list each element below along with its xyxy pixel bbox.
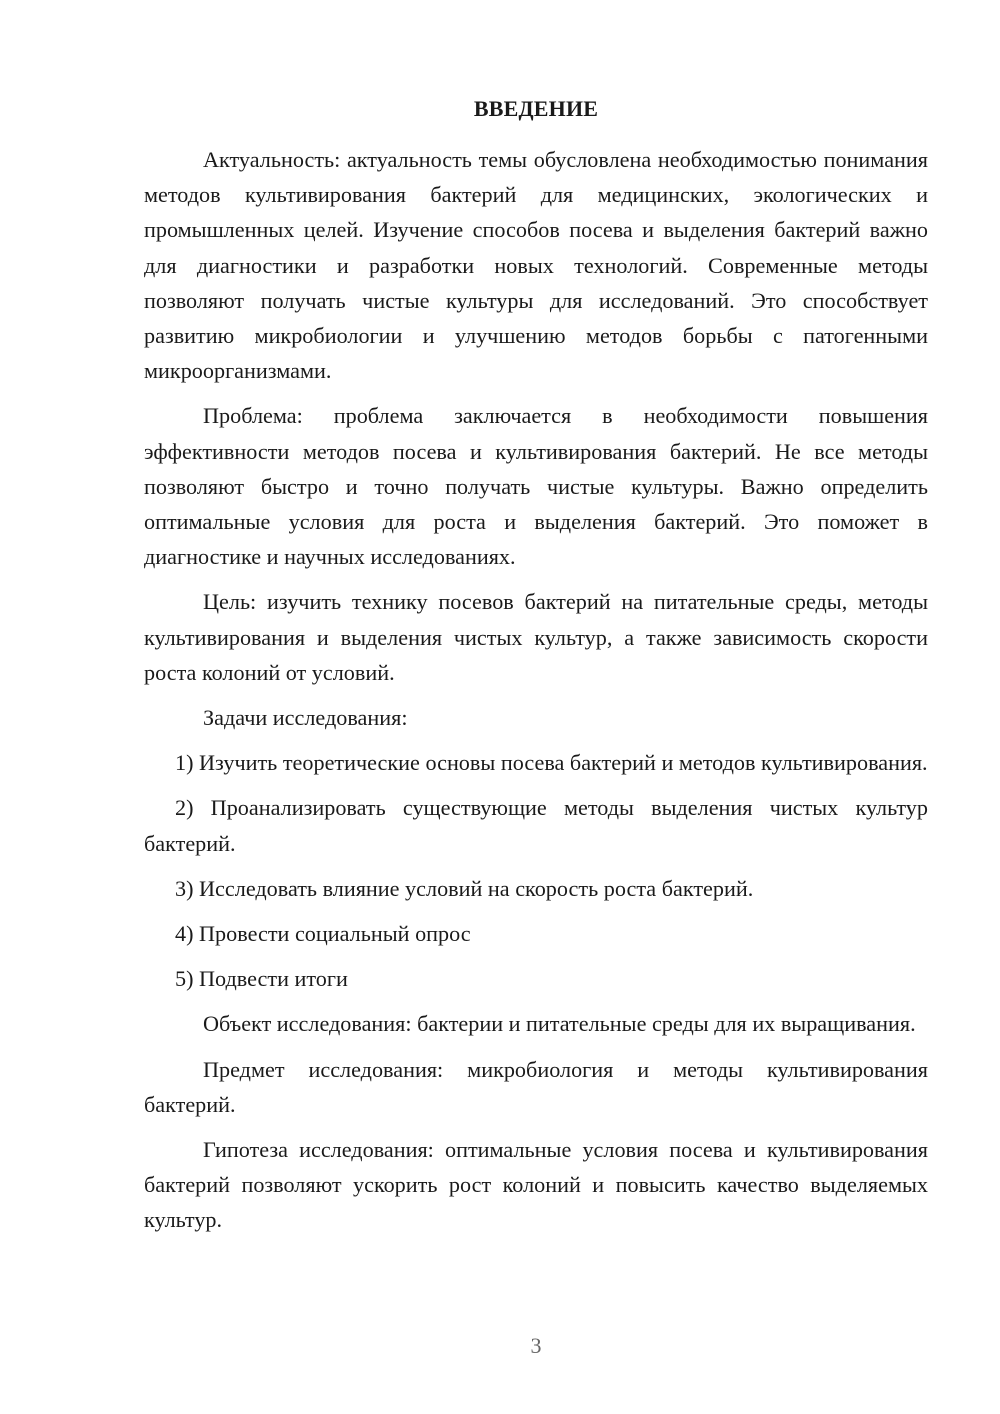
paragraph-subject: Предмет исследования: микробиология и методы культивирования бактерий. [144, 1056, 928, 1117]
section-title: ВВЕДЕНИЕ [473, 96, 599, 121]
paragraph-problem: Проблема: проблема заключается в необходимости повышения эффективности методов посева и культивирования бактерий. Не все методы позволяют быстро и точно получать чистые культуры. Важно определить оптимальные условия для роста и выделения бактерий. Это поможет в диагностике и научных исследованиях. [144, 403, 928, 570]
task-item-4: 4) Провести социальный опрос [175, 921, 471, 947]
task-item-1: 1) Изучить теоретические основы посева бактерий и методов культивирования. [175, 750, 928, 776]
task-item-5: 5) Подвести итоги [175, 966, 348, 992]
paragraph-object: Объект исследования: бактерии и питательные среды для их выращивания. [203, 1011, 916, 1037]
paragraph-hypothesis: Гипотеза исследования: оптимальные условия посева и культивирования бактерий позволяют ускорить рост колоний и повысить качество выделяемых культур. [144, 1137, 928, 1233]
paragraph-relevance: Актуальность: актуальность темы обусловлена необходимостью понимания методов культивирования бактерий для медицинских, экологических и промышленных целей. Изучение способов посева и выделения бактерий важно для диагностики и разработки новых технологий. Современные методы позволяют получать чистые культуры для исследований. Это способствует развитию микробиологии и улучшению методов борьбы с патогенными микроорганизмами. [144, 147, 928, 384]
page-number: 3 [530, 1333, 542, 1358]
body-text [144, 142, 928, 1248]
task-item-3: 3) Исследовать влияние условий на скорость роста бактерий. [175, 875, 754, 901]
paragraph-goal: Цель: изучить технику посевов бактерий на питательные среды, методы культивирования и выделения чистых культур, а также зависимость скорости роста колоний от условий. [144, 589, 928, 685]
task-item-2: 2) Проанализировать существующие методы выделения чистых культур бактерий. [144, 795, 928, 856]
tasks-heading: Задачи исследования: [203, 705, 408, 731]
